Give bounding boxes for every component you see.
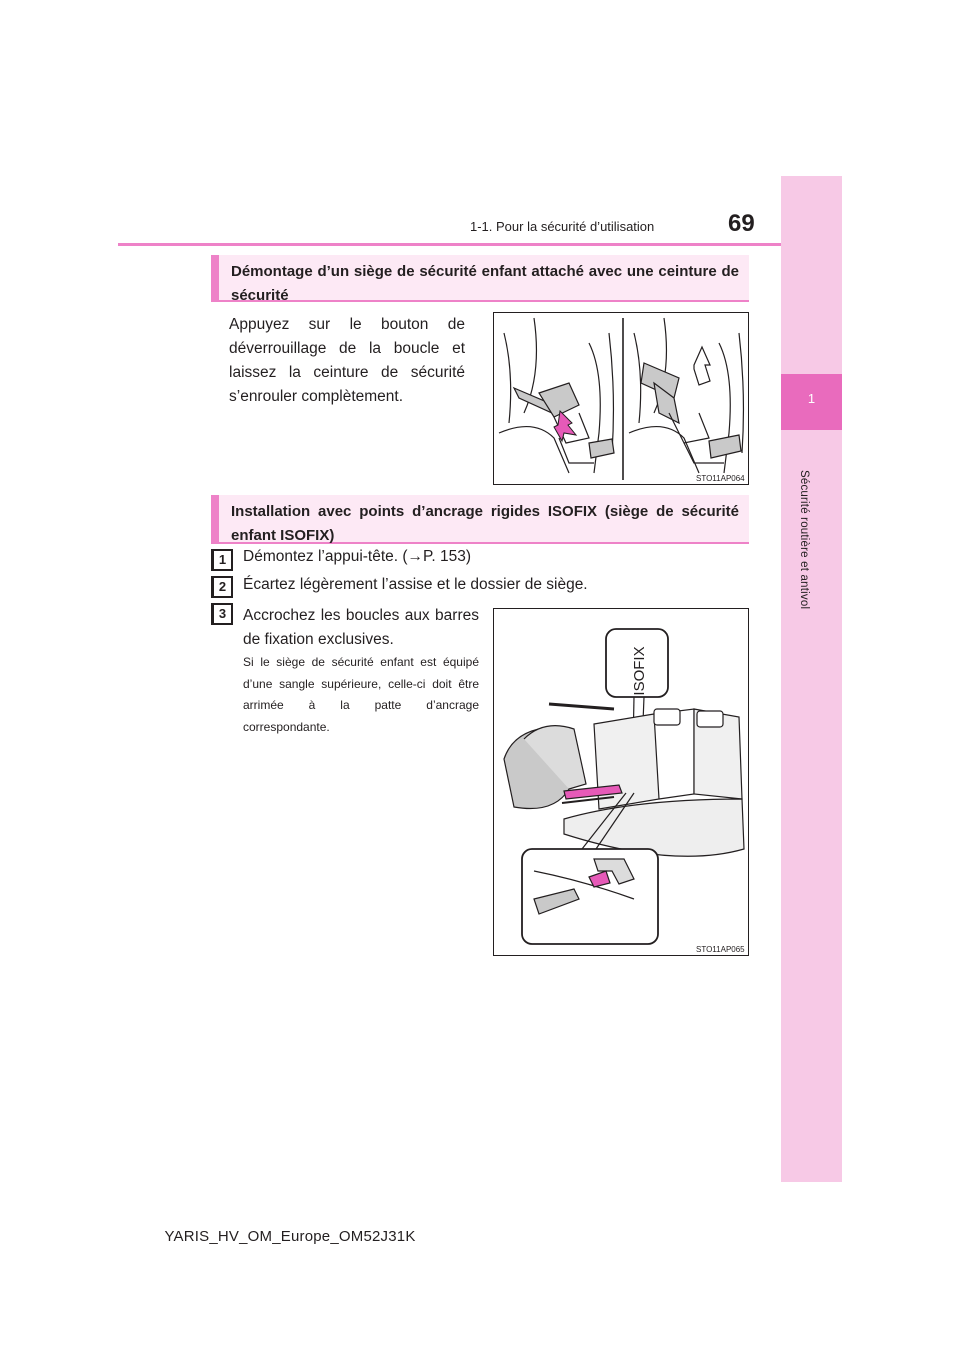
header-section-title: 1-1. Pour la sécurité d’utilisation: [470, 219, 655, 234]
step-text: Accrochez les boucles aux barres de fixation exclusives.: [243, 607, 479, 648]
chapter-number: 1: [807, 391, 816, 406]
removal-instruction: Appuyez sur le bouton de déverrouillage de la boucle et laissez la ceinture de sécurité s’enrouler complètement.: [229, 316, 465, 405]
section-heading-removal: Démontage d’un siège de sécurité enfant attaché avec une ceinture de sécurité: [211, 255, 749, 302]
footer-document-id: [0, 1228, 960, 1245]
step-text: Démontez l’appui-tête. (→P. 153): [243, 548, 472, 565]
step-number-badge: 3: [211, 603, 233, 625]
figure-code: STO11AP064: [696, 474, 745, 483]
section-heading-isofix: Installation avec points d’ancrage rigides ISOFIX (siège de sécurité enfant ISOFIX): [211, 495, 749, 544]
step-note: Si le siège de sécurité enfant est équipé d’une sangle supérieure, celle-ci doit être arrimée à la patte d’ancrage correspondante.: [243, 655, 479, 734]
step-number-badge: 2: [211, 576, 233, 598]
chapter-label: Sécurité routière et antivol: [798, 470, 810, 610]
header-divider: [118, 243, 842, 246]
figure-code: STO11AP065: [696, 945, 745, 954]
lift-arrow-icon: [694, 347, 710, 385]
footer-text: YARIS_HV_OM_Europe_OM52J31K: [164, 1228, 416, 1245]
isofix-label: ISOFIX: [631, 646, 648, 696]
figure-buckle-release: [493, 312, 749, 485]
isofix-illustration: [494, 609, 748, 955]
figure-isofix-installation: [493, 608, 749, 956]
page-number: 69: [728, 210, 755, 237]
chapter-side-tab: [781, 176, 842, 1182]
buckle-release-illustration: [494, 313, 748, 484]
step-number-badge: 1: [211, 549, 233, 571]
step-text: Écartez légèrement l’assise et le dossier de siège.: [243, 576, 588, 593]
